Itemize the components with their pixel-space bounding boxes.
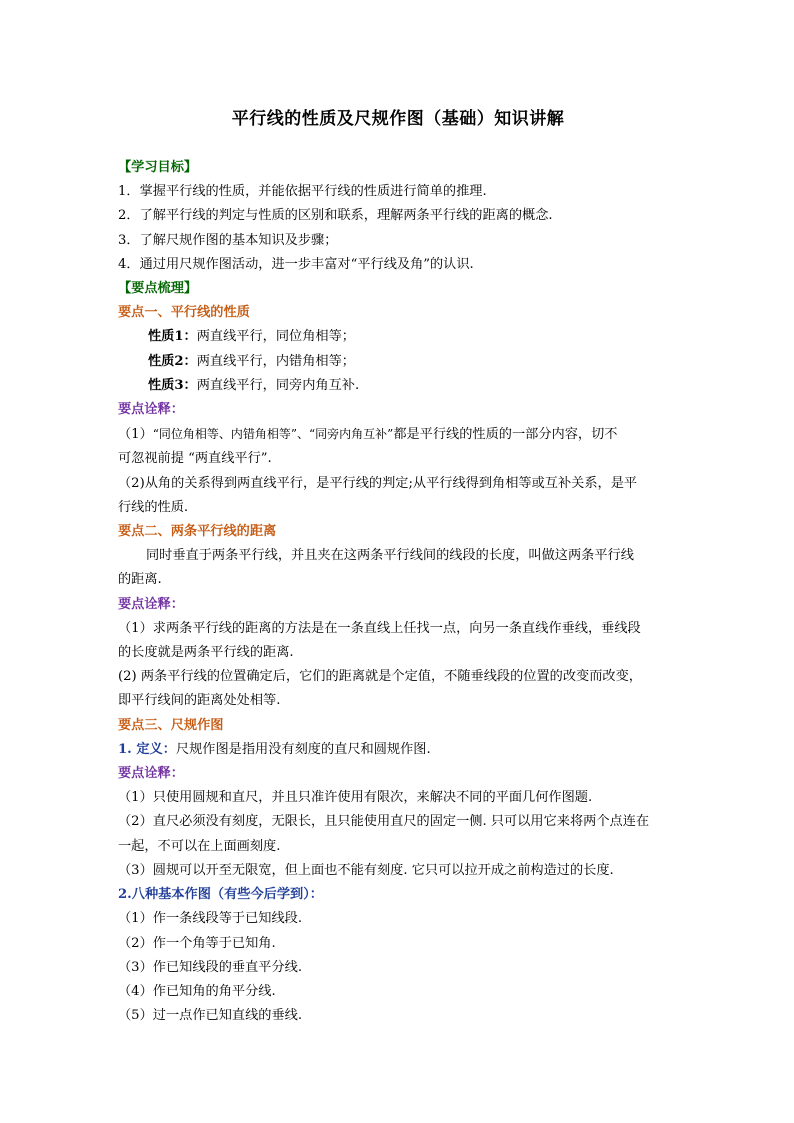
property-label: 性质2： <box>148 353 197 369</box>
point2-note2: (2) 两条平行线的位置确定后，它们的距离就是个定值，不随垂线段的位置的改变而改变， <box>118 669 642 685</box>
point2-body-cont: 的距离. <box>118 572 162 588</box>
point3-note1: （1）只使用圆规和直尺，并且只准许使用有限次，来解决不同的平面几何作图题. <box>118 790 593 806</box>
property-line <box>118 374 678 398</box>
point3-note3: （3）圆规可以开至无限宽，但上面也不能有刻度. 它只可以拉开成之前构造过的长度. <box>118 862 614 878</box>
point2-note1: （1）求两条平行线的距离的方法是在一条直线上任找一点，向另一条直线作垂线，垂线段 <box>118 620 641 636</box>
construction-item: （4）作已知角的角平分线. <box>118 983 276 999</box>
note-number: （1） <box>118 427 153 443</box>
property-line <box>118 350 678 374</box>
point2-note1-cont: 的长度就是两条平行线的距离. <box>118 645 294 661</box>
property-text: 两直线平行，同位角相等； <box>196 329 355 345</box>
point1-note-heading: 要点诠释： <box>118 402 184 418</box>
goal-item: 2．了解平行线的判定与性质的区别和联系，理解两条平行线的距离的概念. <box>118 208 553 224</box>
construction-item: （5）过一点作已知直线的垂线. <box>118 1008 303 1024</box>
note-text: 都是平行线的性质的一部分内容，切不 <box>393 427 618 443</box>
goal-item: 4．通过用尺规作图活动，进一步丰富对“平行线及角”的认识. <box>118 256 474 272</box>
construction-item: （1）作一条线段等于已知线段. <box>118 911 303 927</box>
point3-note2-cont: 一起，不可以在上面画刻度. <box>118 838 281 854</box>
key-points-heading: 【要点梳理】 <box>118 281 198 297</box>
basic-constructions-heading: 2.八种基本作图（有些今后学到）： <box>118 887 323 903</box>
point2-note2-cont: 即平行线间的距离处处相等. <box>118 693 281 709</box>
property-label: 性质3： <box>148 377 197 393</box>
point2-note-heading: 要点诠释： <box>118 596 184 612</box>
point1-note2: （2)从角的关系得到两直线平行，是平行线的判定;从平行线得到角相等或互补关系，是平 <box>118 475 638 491</box>
property-text: 两直线平行，内错角相等； <box>196 353 355 369</box>
definition-line <box>118 738 678 762</box>
goal-item: 3．了解尺规作图的基本知识及步骤； <box>118 232 338 248</box>
construction-item: （3）作已知线段的垂直平分线. <box>118 959 303 975</box>
point3-heading: 要点三、尺规作图 <box>118 717 224 733</box>
learning-goals-heading: 【学习目标】 <box>118 160 198 175</box>
property-label: 性质1： <box>148 329 197 345</box>
definition-label: 1. 定义： <box>118 741 176 757</box>
point3-note-heading: 要点诠释： <box>118 766 184 782</box>
property-text: 两直线平行，同旁内角互补. <box>196 377 360 393</box>
point2-heading: 要点二、两条平行线的距离 <box>118 524 277 540</box>
page-title: 平行线的性质及尺规作图（基础）知识讲解 <box>231 109 565 129</box>
point1-note1 <box>118 422 678 447</box>
goal-item: 1．掌握平行线的性质，并能依据平行线的性质进行简单的推理. <box>118 184 487 200</box>
point2-body: 同时垂直于两条平行线，并且夹在这两条平行线间的线段的长度，叫做这两条平行线 <box>146 548 634 564</box>
construction-item: （2）作一个角等于已知角. <box>118 935 276 951</box>
definition-text: 尺规作图是指用没有刻度的直尺和圆规作图. <box>175 741 431 757</box>
property-line <box>118 325 678 349</box>
point1-note2-cont: 行线的性质. <box>118 499 189 515</box>
note-quote: “同位角相等、内错角相等”、“同旁内角互补” <box>152 427 394 442</box>
document-page <box>118 104 678 1028</box>
point3-note2: （2）直尺必须没有刻度，无限长，且只能使用直尺的固定一侧. 只可以用它来将两个点连在 <box>118 814 650 830</box>
point1-heading: 要点一、平行线的性质 <box>118 305 250 321</box>
point1-note1-cont: 可忽视前提 “两直线平行”. <box>118 451 272 467</box>
